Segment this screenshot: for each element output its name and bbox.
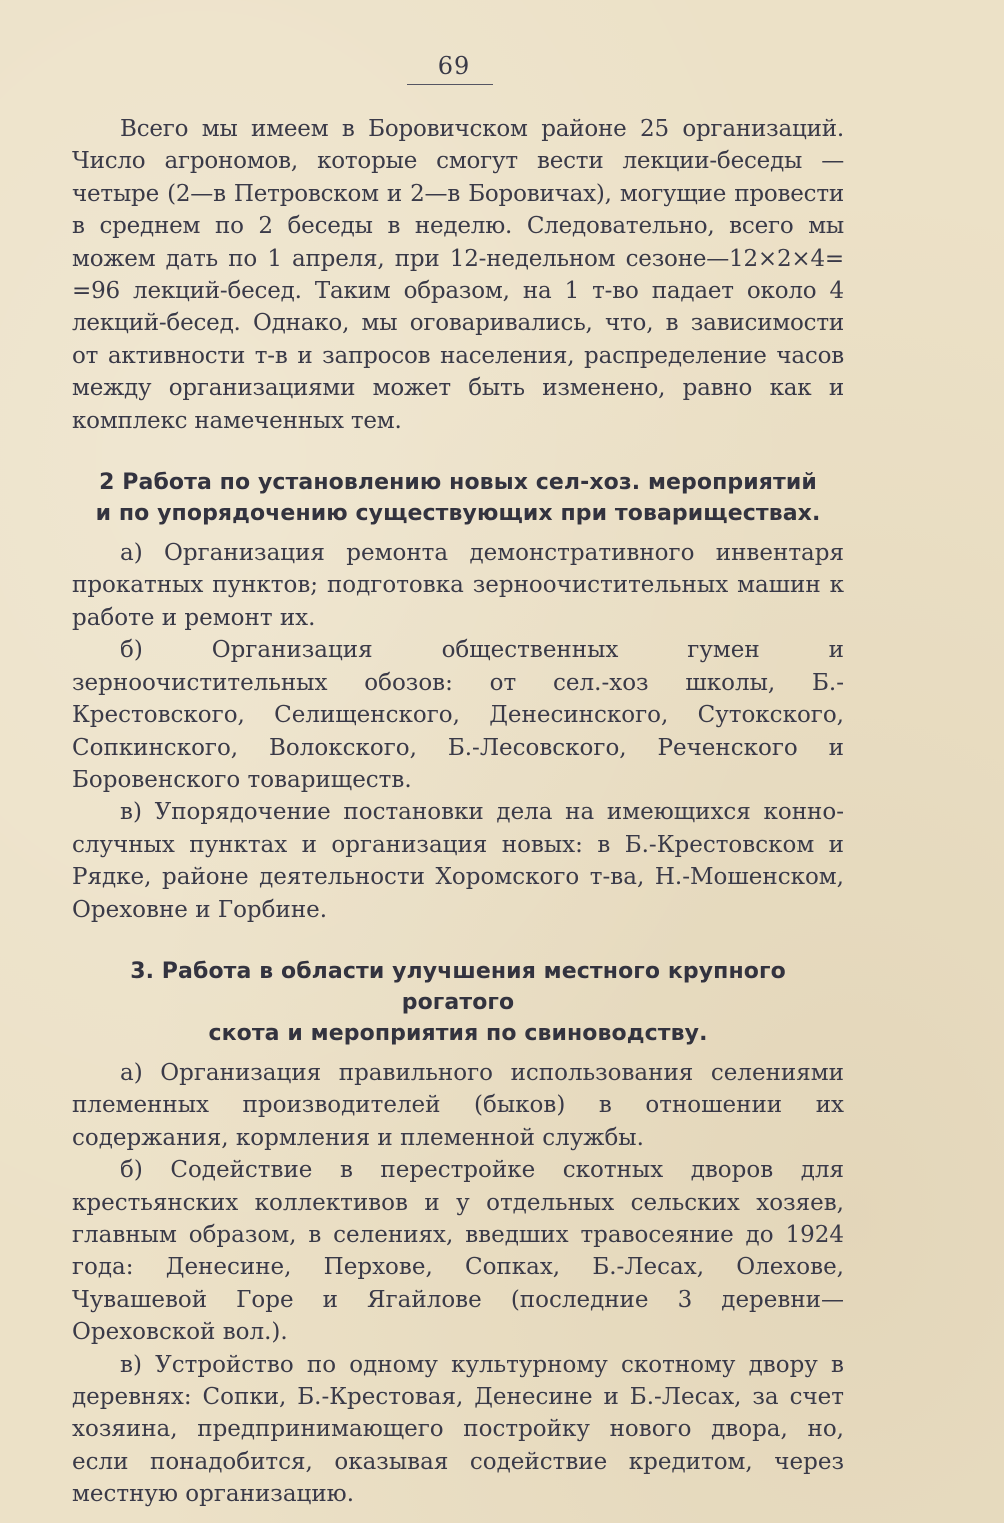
page-number-rule	[407, 84, 493, 85]
page-number: 69	[437, 52, 471, 80]
section-2-item-a: а) Организация ремонта демонстративного инвентаря прокатных пунктов; подготовка зерноочистительных машин к работе и ремонт их.	[72, 540, 844, 631]
page-content	[72, 113, 844, 1511]
section-2-item-b: б) Организация общественных гумен и зерноочистительных обозов: от сел.-хоз школы, Б.-Крестовского, Селищенского, Денесинского, Сутокского, Сопкинского, Волокского, Б.-Лесовского, Реченского и Боровенского товариществ.	[72, 637, 844, 793]
section-3-item-c: в) Устройство по одному культурному скотному двору в деревнях: Сопки, Б.-Крестовая, Денесине и Б.-Лесах, за счет хозяина, предпринимающего постройку нового двора, но, если понадобится, оказывая содействие кредитом, через местную организацию.	[72, 1351, 844, 1508]
section-3-item-a: а) Организация правильного использования селениями племенных производителей (быков) в отношении их содержания, кормления и племенной службы.	[72, 1059, 844, 1151]
section-3-heading	[72, 956, 844, 1049]
section-3	[72, 956, 844, 1511]
section-3-heading-line-2: скота и мероприятия по свиноводству.	[208, 1020, 708, 1046]
intro-paragraph: Всего мы имеем в Боровичском районе 25 организаций. Число агрономов, которые смогут вести лекции-беседы —четыре (2—в Петровском и 2—в Боровичах), могущие провести в среднем по 2 беседы в неделю. Следовательно, всего мы можем дать по 1 апреля, при 12-недельном сезоне—12×2×4= =96 лекций-бесед. Таким образом, на 1 т-во падает около 4 лекций-бесед. Однако, мы оговаривались, что, в зависимости от активности т-в и запросов населения, распределение часов между организациями может быть изменено, равно как и комплекс намеченных тем.	[72, 116, 844, 434]
section-2-heading-line-1: 2 Работа по установлению новых сел-хоз. мероприятий	[99, 470, 817, 496]
section-2-heading	[72, 467, 844, 529]
section-2-item-c: в) Упорядочение постановки дела на имеющихся конно-случных пунктах и организация новых: в Б.-Крестовском и Рядке, районе деятельности Хоромского т-ва, Н.-Мошенском, Ореховне и Горбине.	[72, 799, 844, 923]
section-2	[72, 467, 844, 926]
section-3-item-b: б) Содействие в перестройке скотных дворов для крестьянских коллективов и у отдельных сельских хозяев, главным образом, в селениях, введших травосеяние до 1924 года: Денесине, Перхове, Сопках, Б.-Лесах, Олехове, Чувашевой Горе и Ягайлове (последние 3 деревни—Ореховской вол.).	[72, 1157, 844, 1346]
section-3-heading-line-1: 3. Работа в области улучшения местного крупного рогатого	[130, 958, 786, 1015]
document-page	[72, 50, 844, 1511]
section-2-heading-line-2: и по упорядочению существующих при товариществах.	[95, 501, 821, 527]
